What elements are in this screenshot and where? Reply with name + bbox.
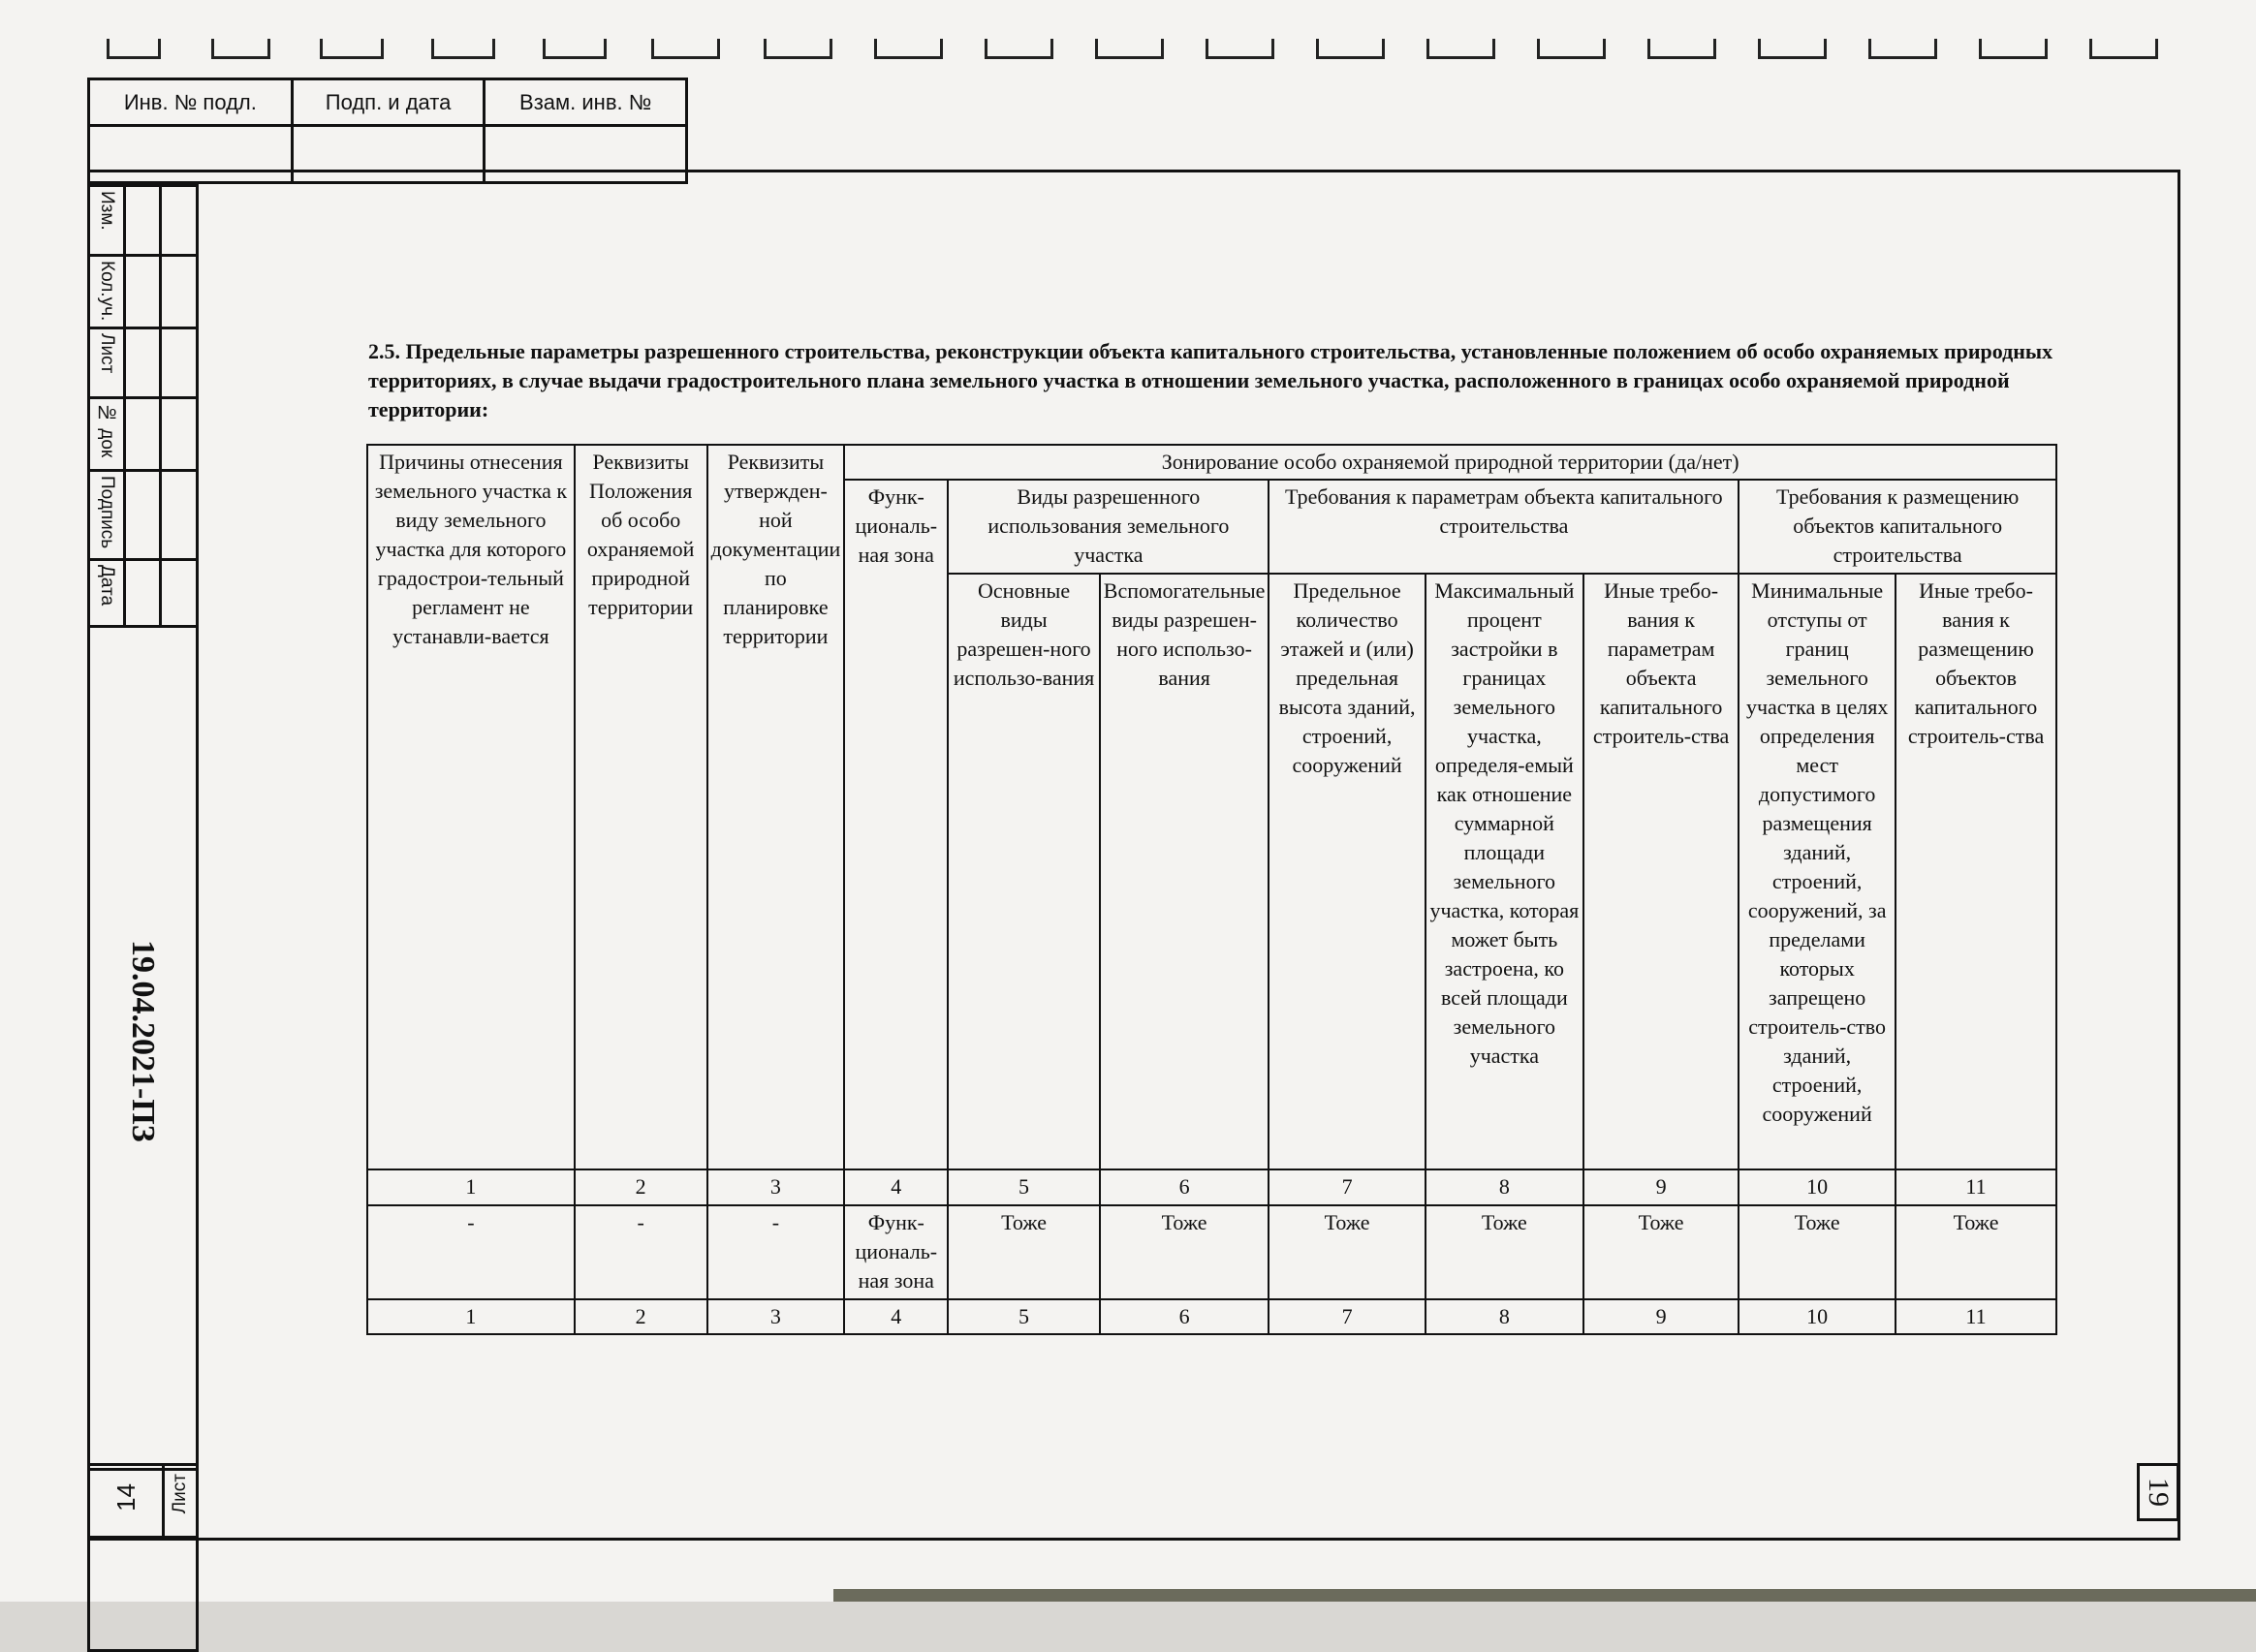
table-row-numbers-bottom <box>367 1299 2056 1334</box>
header-group-place: Требования к размещению объектов капитального строительства <box>1739 480 2056 574</box>
table-cell: Тоже <box>1896 1205 2056 1299</box>
table-cell: - <box>367 1205 575 1299</box>
header-col6: Вспомогательные виды разрешен-ного использо-вания <box>1100 574 1269 1169</box>
header-col4: Функ-циональ-ная зона <box>844 480 948 1169</box>
table-cell: 6 <box>1100 1299 1269 1334</box>
binding-strip <box>0 0 2256 78</box>
table-cell: 5 <box>948 1299 1099 1334</box>
header-col5: Основные виды разрешен-ного использо-вания <box>948 574 1099 1169</box>
data-label: Дата <box>97 565 117 607</box>
header-col2: Реквизиты Положения об особо охраняемой природной территории <box>575 445 707 1169</box>
page-number <box>2137 1463 2179 1521</box>
table-cell: 2 <box>575 1169 707 1204</box>
table-cell: 7 <box>1269 1169 1425 1204</box>
table-cell: 11 <box>1896 1299 2056 1334</box>
table-cell: Тоже <box>1583 1205 1739 1299</box>
table-cell: 11 <box>1896 1169 2056 1204</box>
table-cell: Тоже <box>1100 1205 1269 1299</box>
inv-podl-label: Инв. № подл. <box>89 79 293 126</box>
table-cell: 4 <box>844 1299 948 1334</box>
list-number: 14 <box>111 1483 141 1512</box>
scan-shadow <box>833 1589 2256 1602</box>
list-number-label: Лист <box>170 1474 190 1514</box>
table-cell: 5 <box>948 1169 1099 1204</box>
table-cell: Тоже <box>1739 1205 1896 1299</box>
header-col11: Иные требо-вания к размещению объектов капитального строитель-ства <box>1896 574 2056 1169</box>
table-cell: 2 <box>575 1299 707 1334</box>
table-cell: 3 <box>707 1299 845 1334</box>
document-code: 19.04.2021-ПЗ <box>125 940 161 1142</box>
kol-uch-label: Кол.уч. <box>97 261 117 322</box>
header-col1: Причины отнесения земельного участка к виду земельного участка для которого градострои-тельный регламент не устанавли-вается <box>367 445 575 1169</box>
podp-data-label: Подп. и дата <box>292 79 485 126</box>
table-cell: 8 <box>1426 1299 1583 1334</box>
table-cell: - <box>707 1205 845 1299</box>
section-heading: 2.5. Предельные параметры разрешенного строительства, реконструкции объекта капитального строительства, установленные положением об особо охраняемых природных территориях, в случае выдачи градостроительного плана земельного участка в отношении земельного участка, расположенного в границах особо охраняемой природной территории: <box>368 339 2053 421</box>
list-label: Лист <box>97 333 117 374</box>
parameters-table <box>366 444 2057 1335</box>
header-group-req: Требования к параметрам объекта капитального строительства <box>1269 480 1739 574</box>
table-cell: - <box>575 1205 707 1299</box>
podpis-label: Подпись <box>97 476 117 549</box>
header-col3: Реквизиты утвержден-ной документации по планировке территории <box>707 445 845 1169</box>
n-dok-label: № док <box>97 403 117 458</box>
table-cell: Функ-циональ-ная зона <box>844 1205 948 1299</box>
side-stamp <box>87 184 199 1539</box>
table-cell: 1 <box>367 1299 575 1334</box>
table-cell: 3 <box>707 1169 845 1204</box>
top-stamp <box>87 78 688 184</box>
table-cell: Тоже <box>1426 1205 1583 1299</box>
table-cell: 10 <box>1739 1299 1896 1334</box>
header-zoning: Зонирование особо охраняемой природной территории (да/нет) <box>844 445 2056 480</box>
header-group-vid: Виды разрешенного использования земельного участка <box>948 480 1269 574</box>
table-cell: 9 <box>1583 1299 1739 1334</box>
table-cell: Тоже <box>948 1205 1099 1299</box>
table-cell: 9 <box>1583 1169 1739 1204</box>
table-cell: Тоже <box>1269 1205 1425 1299</box>
header-col9: Иные требо-вания к параметрам объекта капитального строитель-ства <box>1583 574 1739 1169</box>
table-cell: 10 <box>1739 1169 1896 1204</box>
header-col8: Максимальный процент застройки в границах земельного участка, определя-емый как отношение суммарной площади земельного участка, которая может быть застроена, ко всей площади земельного участка <box>1426 574 1583 1169</box>
table-cell: 4 <box>844 1169 948 1204</box>
table-row-data <box>367 1205 2056 1299</box>
vzam-inv-label: Взам. инв. № <box>485 79 687 126</box>
header-col10: Минимальные отступы от границ земельного участка в целях определения мест допустимого размещения зданий, строений, сооружений, за пределами которых запрещено строитель-ство зданий, строений, сооружений <box>1739 574 1896 1169</box>
page-number-text: 19 <box>2143 1478 2175 1507</box>
izm-label: Изм. <box>97 191 117 231</box>
table-cell: 1 <box>367 1169 575 1204</box>
header-col7: Предельное количество этажей и (или) предельная высота зданий, строений, сооружений <box>1269 574 1425 1169</box>
table-cell: 8 <box>1426 1169 1583 1204</box>
table-row-numbers <box>367 1169 2056 1204</box>
table-cell: 6 <box>1100 1169 1269 1204</box>
table-cell: 7 <box>1269 1299 1425 1334</box>
